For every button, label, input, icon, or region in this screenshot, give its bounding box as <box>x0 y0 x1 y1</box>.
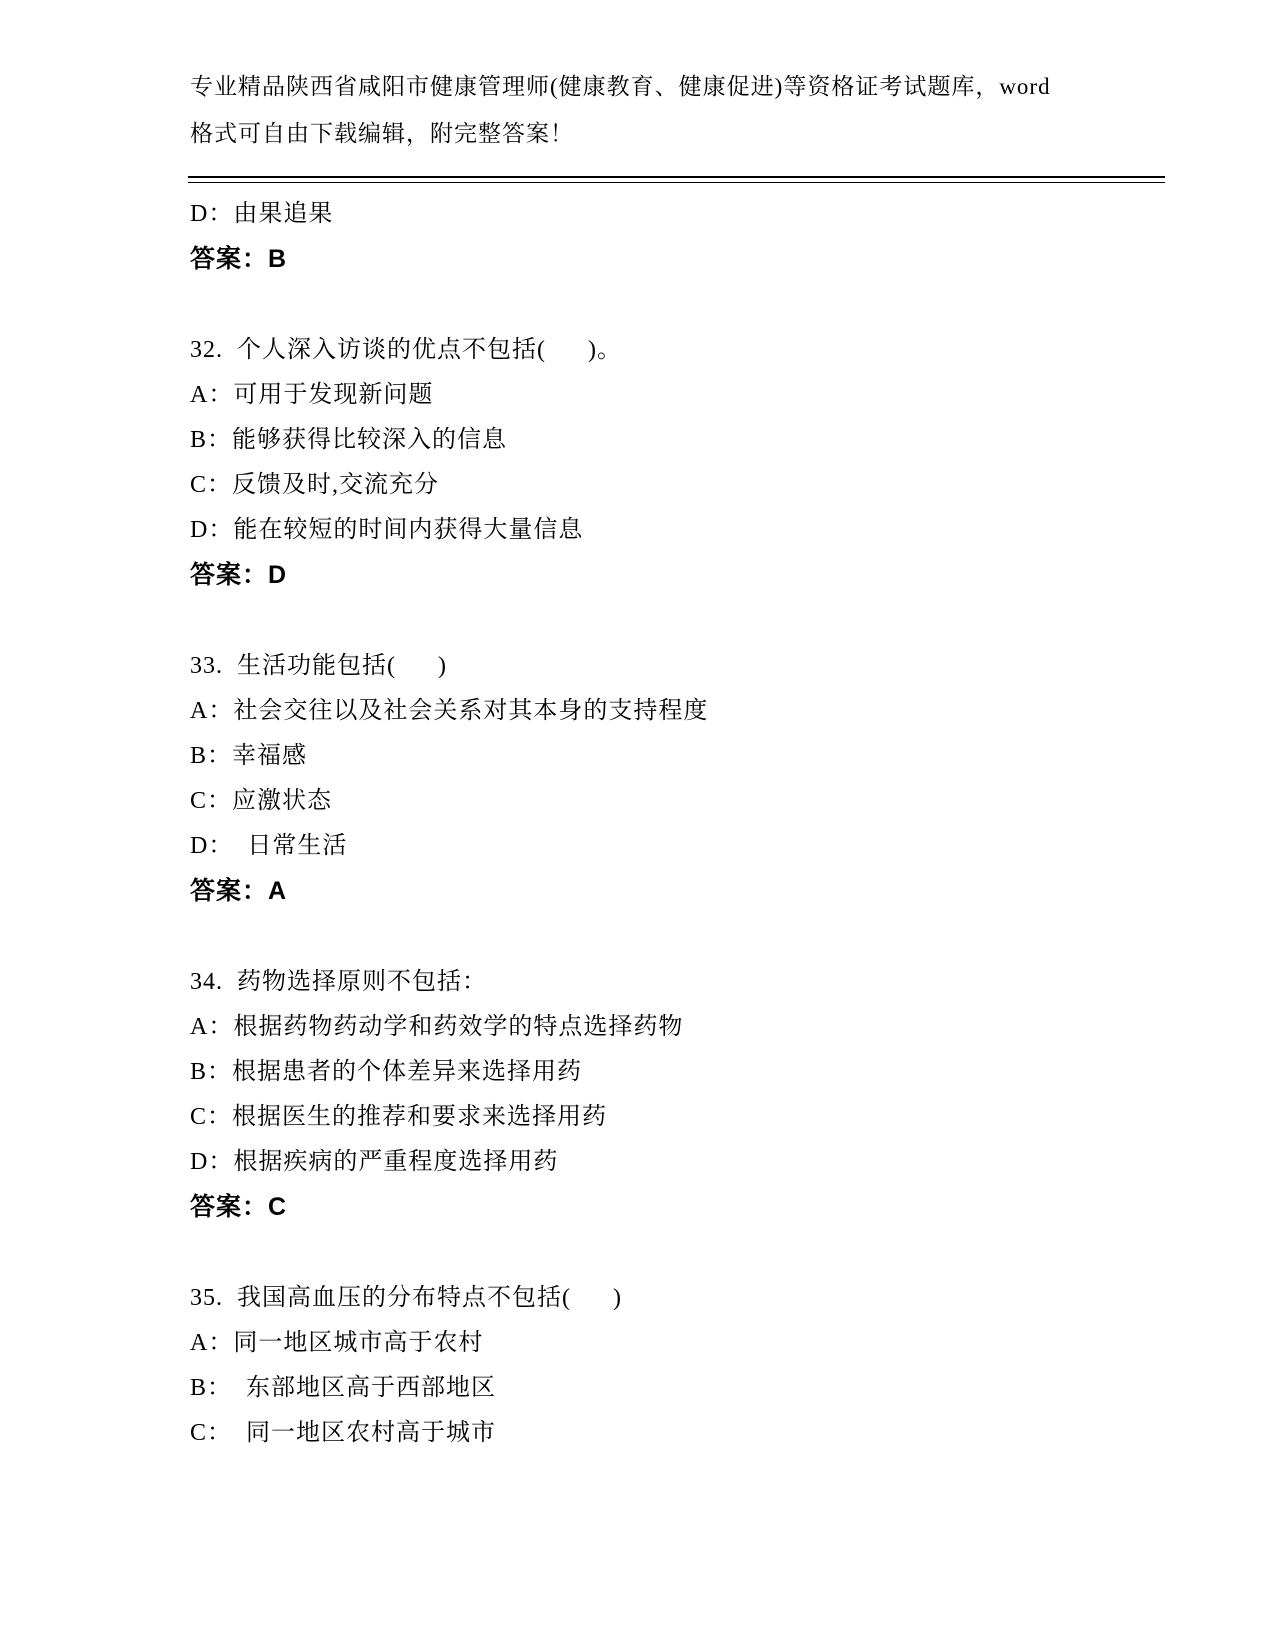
header-line-2: 格式可自由下载编辑，附完整答案！ <box>190 121 574 146</box>
carryover-answer: 答案：B <box>190 245 288 273</box>
question-block <box>190 328 1170 598</box>
question-stem: 33. 生活功能包括( ) <box>190 653 447 679</box>
question-option: C：根据医生的推荐和要求来选择用药 <box>190 1104 608 1130</box>
question-option: C： 同一地区农村高于城市 <box>190 1420 497 1446</box>
header-divider-rule <box>188 176 1165 183</box>
question-option: B：根据患者的个体差异来选择用药 <box>190 1059 583 1085</box>
question-option: B： 东部地区高于西部地区 <box>190 1375 497 1401</box>
question-option: C：应激状态 <box>190 788 333 814</box>
page-header <box>190 63 1150 157</box>
question-option: A：同一地区城市高于农村 <box>190 1330 484 1356</box>
question-stem: 32. 个人深入访谈的优点不包括( )。 <box>190 337 622 363</box>
question-option: A：根据药物药动学和药效学的特点选择药物 <box>190 1014 684 1040</box>
question-block <box>190 1276 1170 1456</box>
question-answer: 答案：A <box>190 877 288 905</box>
question-option: A：社会交往以及社会关系对其本身的支持程度 <box>190 698 709 724</box>
question-list <box>190 328 1170 1456</box>
header-line-1: 专业精品陕西省咸阳市健康管理师(健康教育、健康促进)等资格证考试题库，word <box>190 74 1051 99</box>
carryover-option: D：由果追果 <box>190 201 334 227</box>
question-option: C：反馈及时,交流充分 <box>190 472 440 498</box>
question-option: B：能够获得比较深入的信息 <box>190 427 508 453</box>
question-option: D： 日常生活 <box>190 833 348 859</box>
document-body <box>190 192 1170 1456</box>
question-block <box>190 960 1170 1230</box>
question-answer: 答案：D <box>190 561 288 589</box>
question-option: D：能在较短的时间内获得大量信息 <box>190 517 584 543</box>
question-option: D：根据疾病的严重程度选择用药 <box>190 1149 559 1175</box>
question-block <box>190 644 1170 914</box>
question-option: B：幸福感 <box>190 743 308 769</box>
question-stem: 35. 我国高血压的分布特点不包括( ) <box>190 1285 622 1311</box>
question-option: A：可用于发现新问题 <box>190 382 434 408</box>
question-answer: 答案：C <box>190 1193 288 1221</box>
question-stem: 34. 药物选择原则不包括： <box>190 969 487 995</box>
